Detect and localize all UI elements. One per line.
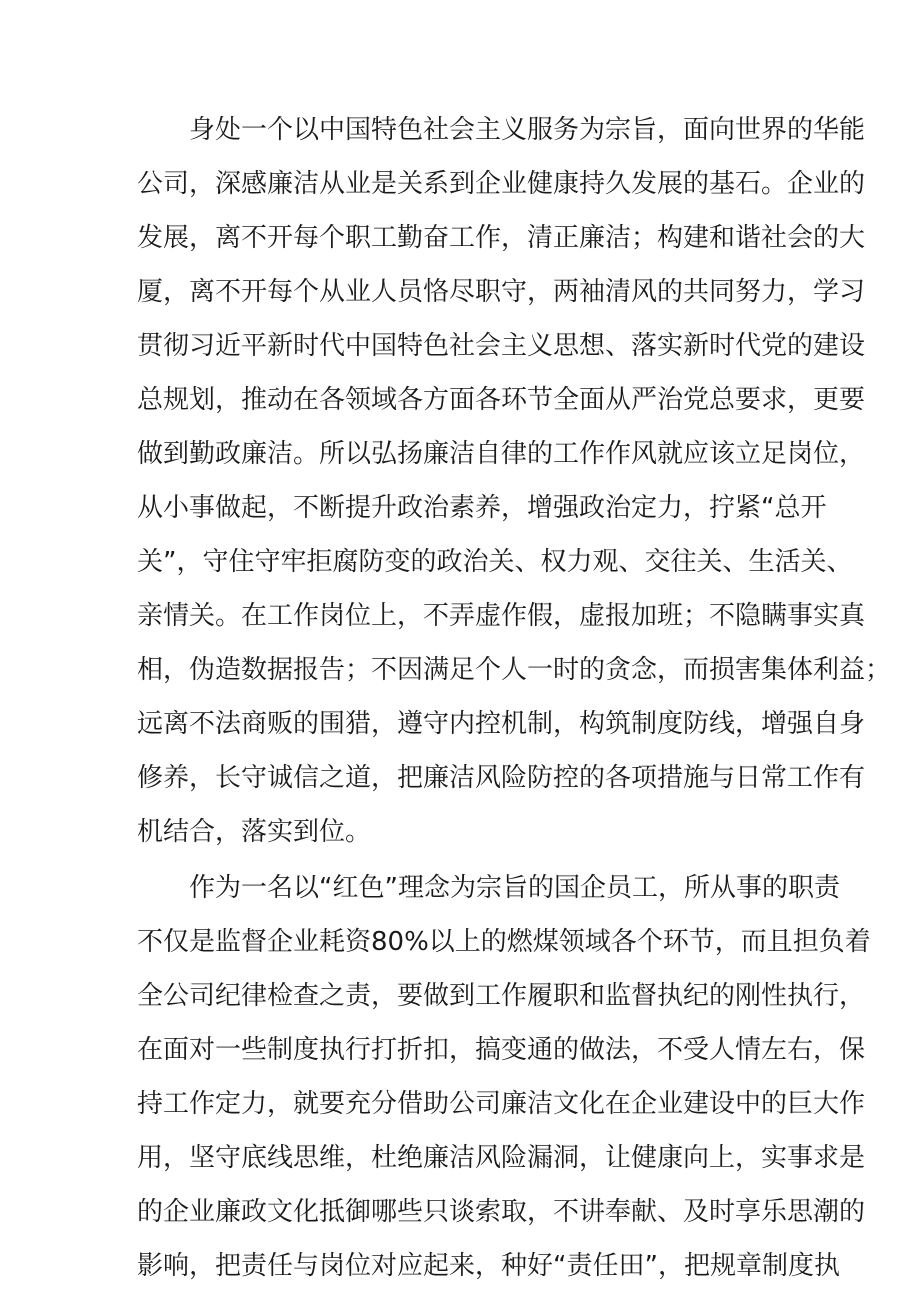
paragraph-1-line-9: 关”，守住守牢拒腐防变的政治关、权力观、交往关、生活关、 (137, 547, 853, 577)
paragraph-2-line-7: 的企业廉政文化抵御哪些只谈索取，不讲奉献、及时享乐思潮的 (137, 1197, 866, 1227)
paragraph-1-line-12: 远离不法商贩的围猎，遵守内控机制，构筑制度防线，增强自身 (137, 709, 866, 739)
paragraph-1-line-4: 厦，离不开每个从业人员恪尽职守，两袖清风的共同努力，学习 (137, 277, 866, 307)
paragraph-1-line-7: 做到勤政廉洁。所以弘扬廉洁自律的工作作风就应该立足岗位， (137, 439, 866, 469)
paragraph-1-line-1: 身处一个以中国特色社会主义服务为宗旨，面向世界的华能 (189, 115, 866, 145)
paragraph-1-line-13: 修养，长守诚信之道，把廉洁风险防控的各项措施与日常工作有 (137, 763, 866, 793)
paragraph-1-line-10: 亲情关。在工作岗位上，不弄虚作假，虚报加班；不隐瞒事实真 (137, 601, 866, 631)
paragraph-1-line-8: 从小事做起，不断提升政治素养，增强政治定力，拧紧“总开 (137, 493, 827, 523)
paragraph-2-line-8: 影响，把责任与岗位对应起来，种好“责任田”，把规章制度执 (137, 1251, 840, 1281)
paragraph-1-line-2: 公司，深感廉洁从业是关系到企业健康持久发展的基石。企业的 (137, 169, 866, 199)
paragraph-1-line-5: 贯彻习近平新时代中国特色社会主义思想、落实新时代党的建设 (137, 331, 866, 361)
paragraph-1-line-14: 机结合，落实到位。 (137, 817, 372, 847)
paragraph-1-line-6: 总规划，推动在各领域各方面各环节全面从严治党总要求，更要 (137, 385, 866, 415)
paragraph-2-line-3: 全公司纪律检查之责，要做到工作履职和监督执纪的刚性执行， (137, 981, 866, 1011)
paragraph-1-line-11: 相，伪造数据报告；不因满足个人一时的贪念，而损害集体利益； (137, 655, 892, 685)
paragraph-2-line-2: 不仅是监督企业耗资80%以上的燃煤领域各个环节，而且担负着 (137, 927, 871, 957)
paragraph-2-line-5: 持工作定力，就要充分借助公司廉洁文化在企业建设中的巨大作 (137, 1089, 866, 1119)
paragraph-2-line-6: 用，坚守底线思维，杜绝廉洁风险漏洞，让健康向上，实事求是 (137, 1143, 866, 1173)
paragraph-2-line-1: 作为一名以“红色”理念为宗旨的国企员工，所从事的职责 (189, 873, 840, 903)
paragraph-1-line-3: 发展，离不开每个职工勤奋工作，清正廉洁；构建和谐社会的大 (137, 223, 866, 253)
paragraph-2-line-4: 在面对一些制度执行打折扣，搞变通的做法，不受人情左右，保 (137, 1035, 866, 1065)
